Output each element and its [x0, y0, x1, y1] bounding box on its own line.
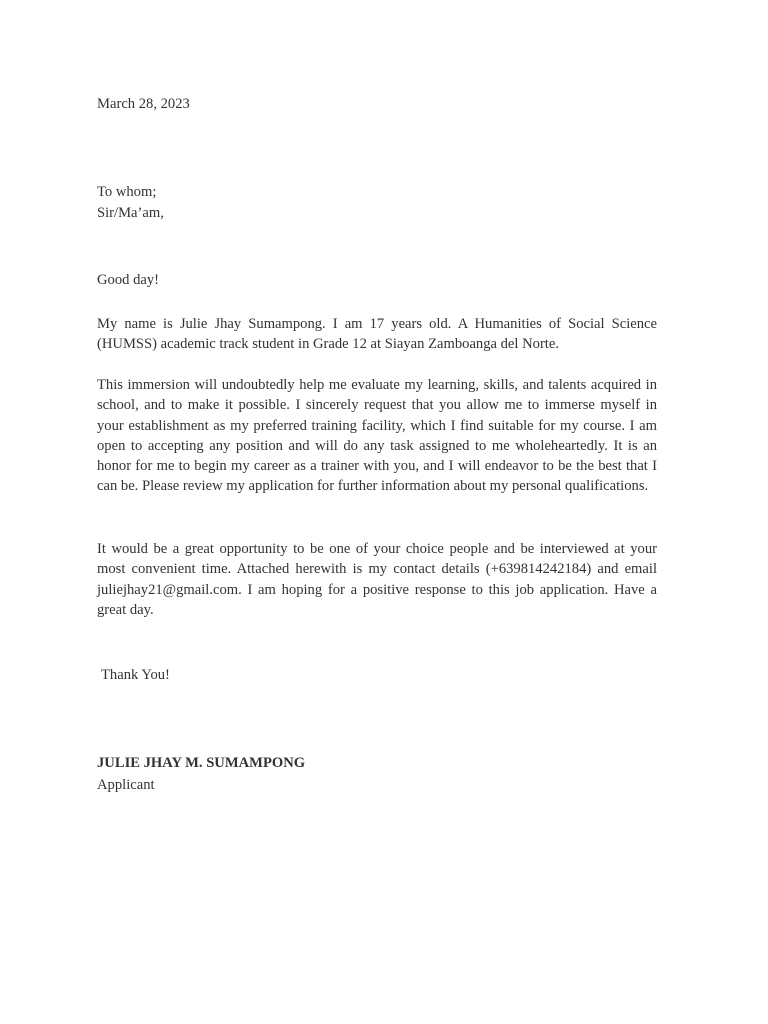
letter-closing: Thank You! — [101, 667, 170, 683]
signature-title: Applicant — [97, 777, 155, 793]
letter-recipient: To whom; — [97, 184, 157, 200]
signature-name: JULIE JHAY M. SUMAMPONG — [97, 755, 306, 771]
letter-date: March 28, 2023 — [97, 96, 190, 112]
letter-salutation: Sir/Ma’am, — [97, 205, 164, 221]
letter-greeting: Good day! — [97, 272, 160, 288]
paragraph-request: This immersion will undoubtedly help me evaluate my learning, skills, and talents acquired in school, and to make it possible. I sincerely request that you allow me to immerse myself in your establishment as my preferred training facility, which I find suitable for my course. I am open to accepting any position and will do any task assigned to me wholeheartedly. It is an honor for me to begin my career as a trainer with you, and I will endeavor to be the best that I can be. Please review my application for further information about my personal qualifications. — [97, 377, 657, 495]
paragraph-introduction: My name is Julie Jhay Sumampong. I am 17 years old. A Humanities of Social Science (HUMSS) academic track student in Grade 12 at Siayan Zamboanga del Norte. — [97, 316, 657, 353]
paragraph-contact: It would be a great opportunity to be one of your choice people and be interviewed at your most convenient time. Attached herewith is my contact details (+639814242184) and email juliejhay21@gmail.com. I am hoping for a positive response to this job application. Have a great day. — [97, 541, 657, 618]
